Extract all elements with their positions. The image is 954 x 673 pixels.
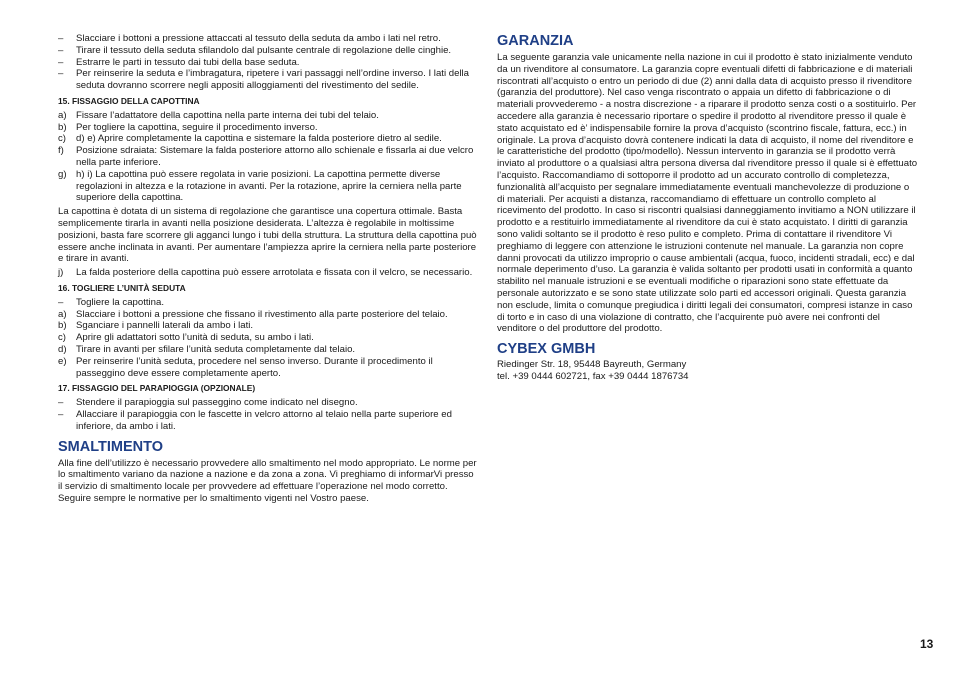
list-item-text: Tirare in avanti per sfilare l’unità seduta completamente dal telaio.	[76, 343, 356, 355]
list-marker: e)	[58, 355, 67, 367]
list-item	[58, 68, 480, 92]
list-item	[58, 332, 480, 344]
list-item	[58, 397, 480, 409]
list-item-text: Slacciare i bottoni a pressione che fissano il rivestimento alla parte posteriore del telaio.	[76, 308, 448, 320]
list-item	[58, 122, 480, 134]
list-item	[58, 320, 480, 332]
section-15-list	[58, 110, 480, 204]
list-item	[58, 133, 480, 145]
list-item-text: Posizione sdraiata: Sistemare la falda posteriore attorno allo schienale e fissarla ai due velcro nella parte inferiore.	[76, 145, 474, 168]
section-16-list	[58, 297, 480, 380]
list-marker: f)	[58, 145, 64, 157]
list-item-text: Fissare l’adattatore della capottina nella parte interna dei tubi del telaio.	[76, 109, 379, 121]
list-item	[58, 33, 480, 45]
list-item	[58, 145, 480, 169]
section-17-title: 17. FISSAGGIO DEL PARAPIOGGIA (OPZIONALE)	[58, 383, 256, 394]
list-item-text: Estrarre le parti in tessuto dai tubi della base seduta.	[76, 56, 300, 68]
list-marker: j)	[58, 267, 64, 279]
list-marker: –	[58, 397, 64, 409]
list-marker: a)	[58, 308, 67, 320]
list-item	[58, 409, 480, 433]
list-marker: d)	[58, 343, 67, 355]
list-item-text: Per reinserire l’unità seduta, procedere nel senso inverso. Durante il procedimento il passeggino deve essere completamente aperto.	[76, 355, 433, 379]
garanzia-heading: GARANZIA	[497, 33, 574, 49]
list-marker: b)	[58, 121, 67, 133]
section-16-title: 16. TOGLIERE L’UNITÀ SEDUTA	[58, 282, 186, 293]
section-17-list	[58, 397, 480, 432]
list-item-text: Tirare il tessuto della seduta sfilandolo dal pulsante centrale di regolazione delle cinghie.	[76, 44, 452, 56]
list-item	[58, 110, 480, 122]
list-item-text: Stendere il parapioggia sul passeggino come indicato nel disegno.	[76, 397, 358, 409]
cybex-heading: CYBEX GMBH	[497, 341, 596, 358]
list-marker: c)	[58, 133, 66, 145]
list-item	[58, 356, 480, 380]
list-item	[58, 267, 480, 279]
list-item	[58, 309, 480, 321]
list-marker: b)	[58, 320, 67, 332]
list-item-text: Togliere la capottina.	[76, 296, 164, 308]
list-marker: c)	[58, 332, 66, 344]
intro-list	[58, 33, 480, 92]
list-item	[58, 45, 480, 57]
list-item-text: Sganciare i pannelli laterali da ambo i lati.	[76, 320, 254, 332]
list-marker: –	[58, 44, 64, 56]
list-item	[58, 169, 480, 204]
list-marker: –	[58, 56, 64, 68]
list-marker: g)	[58, 168, 67, 180]
address-line-1: Riedinger Str. 18, 95448 Bayreuth, Germany	[497, 359, 687, 371]
list-marker: –	[58, 408, 64, 420]
right-column	[497, 33, 919, 383]
list-item-text: Per togliere la capottina, seguire il procedimento inverso.	[76, 121, 318, 133]
garanzia-paragraph: La seguente garanzia vale unicamente nella nazione in cui il prodotto è stato inizialmente venduto da un rivenditore al consumatore. La garanzia copre eventuali difetti di fabbricazione e di materiali riscontrati all’acquisto o entro un periodo di due (2) anni dalla data di acquisto presso il rivenditore (garanzia del produttore). Nel caso venga riscontrato o appaia un difetto di fabbricazione o di materiali provvederemo - a nostra discrezione - a riparare il prodotto senza costi o a sostituirlo. Per accedere alla garanzia è necessario riportare o spedire il prodotto al rivenditore presso il quale è stato acquistato ed è’ indispensabile fornire la prova d’acquisto (scontrino fiscale, fattura, ecc.) in originale. La prova d’acquisto dovrà contenere indicati la data di acquisto, il nome del rivenditore e le caratteristiche del prodotto (tipo/modello). Nessun intervento in garanzia se il prodotto verrà inviato al produttore o a qualsiasi altra persona diversa dal rivenditore presso il quale si è effettuato l’acquisto. Raccomandiamo di sottoporre il prodotto ad un accurato controllo di completezza, funzionalità all’acquisto per segnalare immediatamente eventuali manchevolezze di produzione o di materiali. Per acquisti a distanza, raccomandiamo di effettuare un controllo completo al ricevimento del prodotto. In caso si riscontri qualsiasi danneggiamento invitiamo a NON utilizzare il prodotto e a restituirlo immediatamente al rivenditore da cui è stato acquistato. I diritti di garanzia sono validi soltanto se il prodotto è reso pulito e completo. Prima di contattare il rivenditore Vi preghiamo di leggere con attenzione le istruzioni contenute nel manuale. La garanzia non copre danni provocati da utilizzo improprio o cause ambientali (acqua, fuoco, incidenti stradali, ecc) e dal normale deperimento d’uso. La garanzia è valida soltanto per prodotti usati in conformità a quanto stabilito nel manuale istruzioni e se eventuali modifiche o riparazioni sono state effettuate da personale autorizzato e se sono state utilizzate solo parti ed accessori originali. Questa garanzia non esclude, limita o comunque pregiudica i diritti legali dei consumatori, compresi istanze in caso di torto e in caso di una violazione di contratto, che l’acquirente può avere nei confronti del venditore o del produttore del prodotto.	[497, 52, 918, 335]
section-15-paragraph: La capottina è dotata di un sistema di regolazione che garantisce una copertura ottimale. Basta semplicemente tirarla in avanti nella posizione desiderata. L’altezza è regolabile in moltissime posizioni, basta fare scorrere gli agganci lungo i tubi della struttura. La struttura della capottina può essere anche inclinata in avanti. Per aumentare l’ampiezza aprire la cerniera nella parte posteriore e tirare in avanti.	[58, 206, 477, 265]
list-item	[58, 344, 480, 356]
address-line-2: tel. +39 0444 602721, fax +39 0444 1876734	[497, 370, 689, 382]
list-marker: –	[58, 296, 64, 308]
list-marker: –	[58, 68, 64, 80]
list-item-text: h) i) La capottina può essere regolata in varie posizioni. La capottina permette diverse regolazioni in altezza e la rotazione in avanti. Per la rotazione, aprire la cerniera nella parte superiore della capottina.	[76, 168, 462, 204]
page-number: 13	[920, 637, 934, 651]
list-item-text: Allacciare il parapioggia con le fascette in velcro attorno al telaio nella parte superiore ed inferiore, da ambo i lati.	[76, 408, 452, 432]
list-item-text: La falda posteriore della capottina può essere arrotolata e fissata con il velcro, se necessario.	[76, 267, 473, 279]
list-item-text: Slacciare i bottoni a pressione attaccati al tessuto della seduta da ambo i lati nel retro.	[76, 33, 441, 44]
list-item-text: Per reinserire la seduta e l’imbragatura, ripetere i vari passaggi nell’ordine inverso. I lati della seduta dovranno scorrere negli appositi alloggiamenti del rivestimento del sedile.	[76, 68, 470, 92]
section-15-title: 15. FISSAGGIO DELLA CAPOTTINA	[58, 95, 200, 106]
list-item	[58, 57, 480, 69]
list-marker: a)	[58, 109, 67, 121]
smaltimento-paragraph: Alla fine dell’utilizzo è necessario provvedere allo smaltimento nel modo appropriato. Le norme per lo smaltimento variano da nazione a nazione e da zona a zona. Vi preghiamo di informarVi presso il servizio di smaltimento locale per provvedere ad effettuare l’operazione nel modo corretto. Seguire sempre le normative per lo smaltimento vigenti nel Vostro paese.	[58, 457, 477, 504]
list-item-text: d) e) Aprire completamente la capottina e sistemare la falda posteriore dietro al sedile.	[76, 133, 442, 145]
left-column	[58, 33, 480, 507]
smaltimento-heading: SMALTIMENTO	[58, 438, 163, 455]
list-item-text: Aprire gli adattatori sotto l’unità di seduta, su ambo i lati.	[76, 332, 314, 344]
section-15-list-2	[58, 267, 480, 279]
list-item	[58, 297, 480, 309]
list-marker: –	[58, 33, 64, 44]
